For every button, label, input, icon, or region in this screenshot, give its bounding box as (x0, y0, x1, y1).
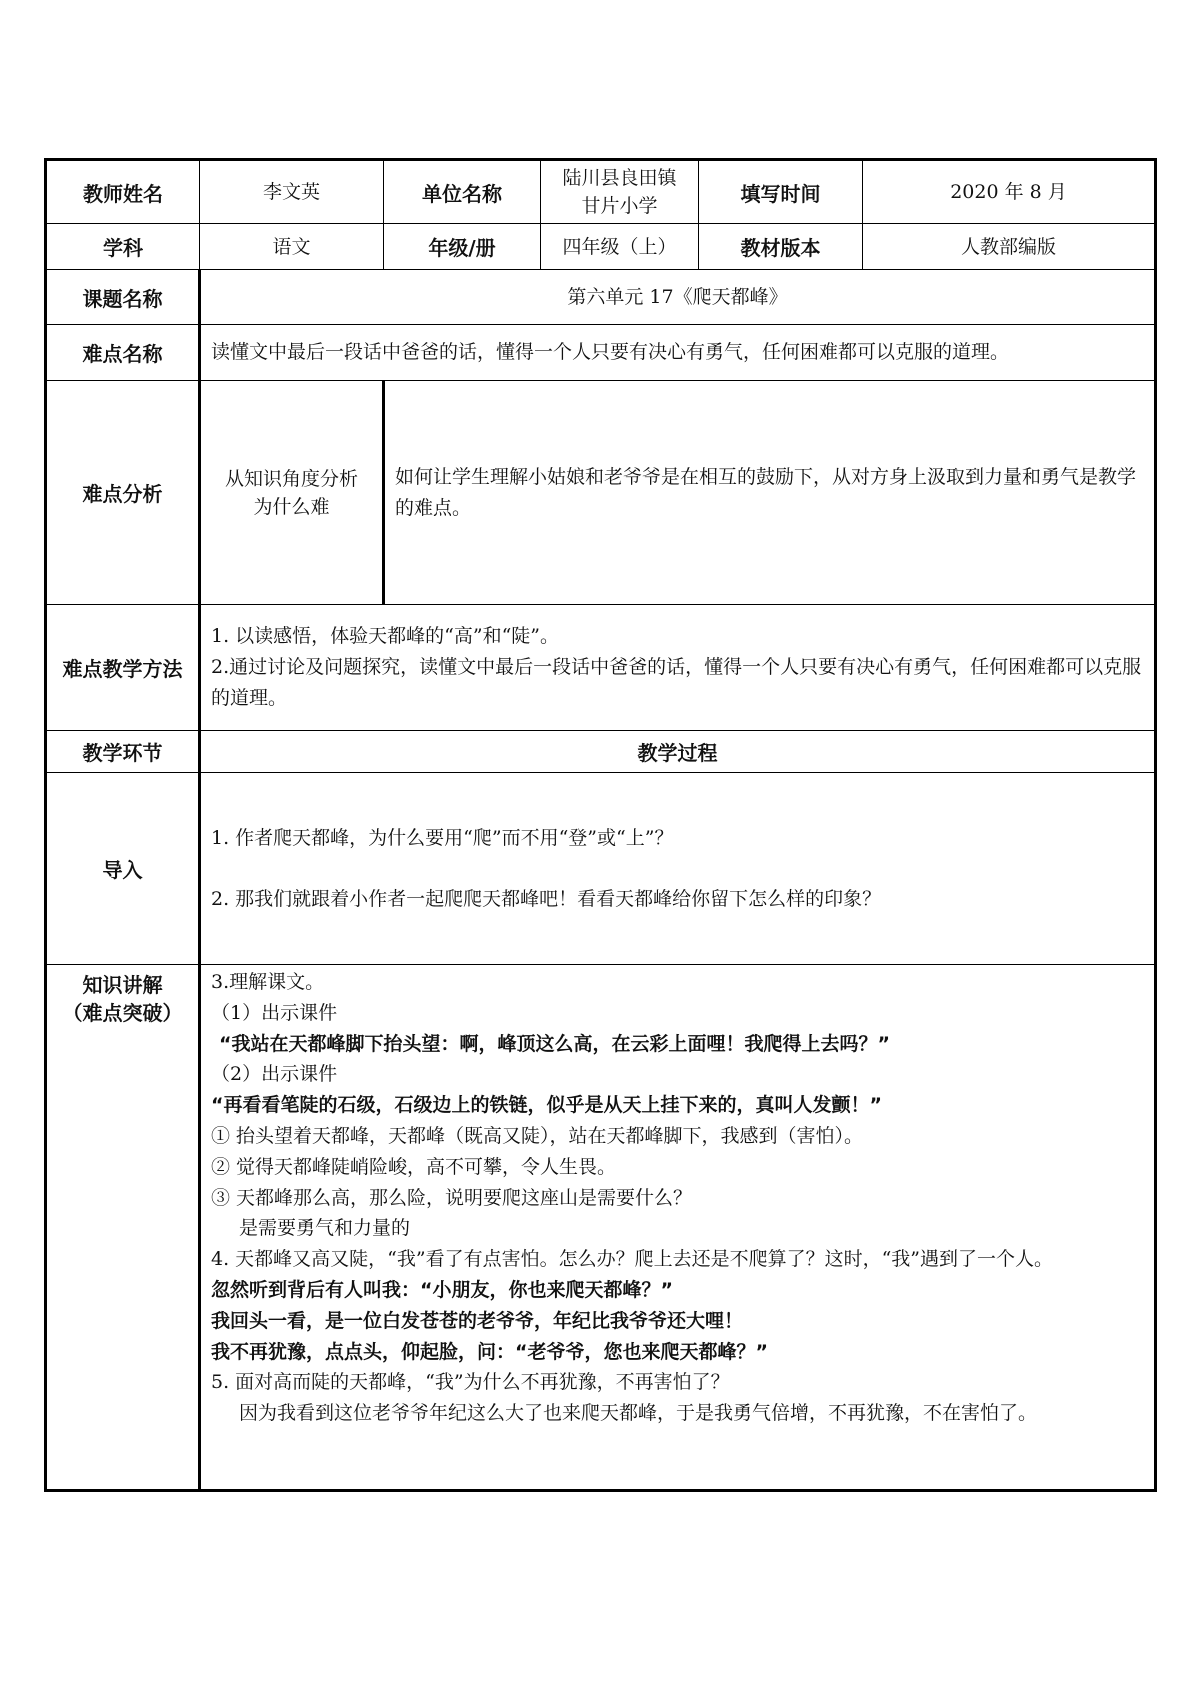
knowledge-label (46, 965, 200, 1491)
knowledge-point-3: ③ 天都峰那么高，那么险，说明要爬这座山是需要什么？ (211, 1186, 693, 1209)
intro-row (46, 773, 1156, 965)
knowledge-content (200, 965, 1156, 1491)
difficulty-row (46, 325, 1156, 381)
intro-spacer (211, 854, 1144, 884)
knowledge-answer-1: 是需要勇气和力量的 (239, 1217, 411, 1240)
header-row-2 (46, 224, 1156, 270)
title-value: 第六单元 17《爬天都峰》 (200, 270, 1156, 325)
edition-value: 人教部编版 (863, 224, 1156, 270)
unit-label: 单位名称 (384, 160, 541, 224)
knowledge-line: 5. 面对高而陡的天都峰，“我”为什么不再犹豫，不再害怕了？ (211, 1371, 730, 1394)
knowledge-line: （2）出示课件 (211, 1063, 338, 1086)
difficulty-text: 读懂文中最后一段话中爸爸的话，懂得一个人只要有决心有勇气，任何困难都可以克服的道理。 (211, 341, 1010, 363)
method-row (46, 605, 1156, 731)
date-label: 填写时间 (699, 160, 863, 224)
knowledge-point-1: ① 抬头望着天都峰，天都峰（既高又陡），站在天都峰脚下，我感到（害怕）。 (211, 1124, 864, 1147)
method-value (200, 605, 1156, 731)
lesson-plan-table (44, 158, 1157, 1492)
grade-label: 年级/册 (384, 224, 541, 270)
knowledge-row (46, 965, 1156, 1491)
knowledge-quote-4: 我回头一看，是一位白发苍苍的老爷爷，年纪比我爷爷还大哩！ (211, 1309, 744, 1332)
knowledge-label-line2: （难点突破） (62, 1001, 183, 1025)
knowledge-line: （1）出示课件 (211, 1001, 338, 1024)
knowledge-answer-2: 因为我看到这位老爷爷年纪这么大了也来爬天都峰，于是我勇气倍增，不再犹豫，不在害怕了。 (239, 1402, 1038, 1425)
teacher-value: 李文英 (200, 160, 384, 224)
subject-value: 语文 (200, 224, 384, 270)
edition-label: 教材版本 (699, 224, 863, 270)
knowledge-quote-1: “我站在天都峰脚下抬头望：啊，峰顶这么高，在云彩上面哩！我爬得上去吗？” (219, 1032, 890, 1055)
intro-question-2: 2. 那我们就跟着小作者一起爬爬天都峰吧！看看天都峰给你留下怎么样的印象？ (211, 887, 882, 910)
analysis-sub-line1: 从知识角度分析 (224, 467, 358, 490)
title-label: 课题名称 (46, 270, 200, 325)
unit-value-line2: 甘片小学 (581, 195, 658, 217)
difficulty-label: 难点名称 (46, 325, 200, 381)
knowledge-line: 3.理解课文。 (211, 971, 325, 993)
analysis-value (384, 381, 1156, 605)
process-header-row (46, 731, 1156, 773)
analysis-label: 难点分析 (46, 381, 200, 605)
title-row (46, 270, 1156, 325)
teacher-label: 教师姓名 (46, 160, 200, 224)
method-line1: 1. 以读感悟，体验天都峰的“高”和“陡”。 (211, 625, 560, 647)
knowledge-quote-5: 我不再犹豫，点点头，仰起脸，问：“老爷爷，您也来爬天都峰？” (211, 1340, 768, 1363)
analysis-text: 如何让学生理解小姑娘和老爷爷是在相互的鼓励下，从对方身上汲取到力量和勇气是教学的难点。 (395, 465, 1137, 519)
knowledge-point-2: ② 觉得天都峰陡峭险峻，高不可攀，令人生畏。 (211, 1155, 617, 1178)
analysis-row (46, 381, 1156, 605)
lesson-plan-sheet (44, 158, 1154, 1492)
unit-value-line1: 陆川县良田镇 (562, 167, 677, 189)
intro-question-1: 1. 作者爬天都峰，为什么要用“爬”而不用“登”或“上”？ (211, 826, 674, 849)
unit-value (541, 160, 699, 224)
method-label: 难点教学方法 (46, 605, 200, 731)
intro-label: 导入 (46, 773, 200, 965)
intro-content (200, 773, 1156, 965)
process-header: 教学过程 (200, 731, 1156, 773)
analysis-sub-line2: 为什么难 (253, 495, 330, 518)
analysis-sub-label (200, 381, 384, 605)
knowledge-label-line1: 知识讲解 (82, 973, 163, 997)
date-value: 2020 年 8 月 (863, 160, 1156, 224)
difficulty-value (200, 325, 1156, 381)
knowledge-quote-2: “再看看笔陡的石级，石级边上的铁链，似乎是从天上挂下来的，真叫人发颤！” (211, 1094, 882, 1117)
knowledge-quote-3: 忽然听到背后有人叫我：“小朋友，你也来爬天都峰？” (211, 1278, 673, 1301)
grade-value: 四年级（上） (541, 224, 699, 270)
subject-label: 学科 (46, 224, 200, 270)
header-row-1 (46, 160, 1156, 224)
knowledge-line: 4. 天都峰又高又陡，“我”看了有点害怕。怎么办？爬上去还是不爬算了？这时，“我”遇到了一个人。 (211, 1248, 1054, 1271)
method-line2: 2.通过讨论及问题探究，读懂文中最后一段话中爸爸的话，懂得一个人只要有决心有勇气，任何困难都可以克服的道理。 (211, 656, 1142, 709)
stage-header: 教学环节 (46, 731, 200, 773)
